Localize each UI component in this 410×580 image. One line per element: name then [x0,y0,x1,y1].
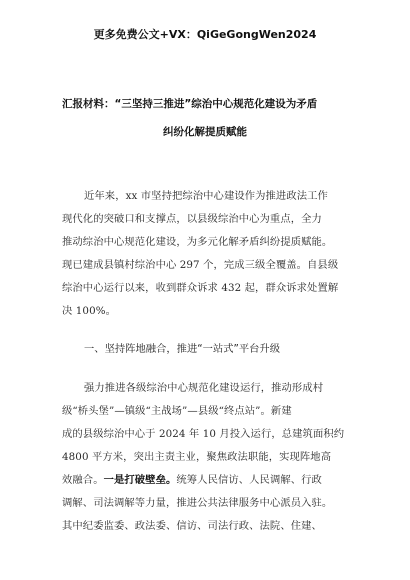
paragraph-2-line-1: 强力推进各级综治中心规范化建设运行，推动形成村 [84,382,324,394]
promo-banner: 更多免费公文+VX：QiGeGongWen2024 [93,28,317,41]
paragraph-1-line-4: 现已建成县镇村综治中心 297 个，完成三级全覆盖。自县级 [62,259,339,271]
paragraph-2-line-5-rest: 统筹人民信访、人民调解、行政 [176,474,322,486]
paragraph-2-line-4: 4800 平方米，突出主责主业，聚焦政法职能，实现阵地高 [62,451,332,463]
paragraph-1-line-6: 决 100%。 [62,305,117,317]
section-1-heading: 一、坚持阵地融合，推进“一站式”平台升级 [84,343,281,355]
paragraph-2-line-5 [62,473,352,487]
paragraph-2-line-2: 级“桥头堡”—镇级“主战场”—县级“终点站”。新建 [62,405,292,417]
bold-phrase: 一是打破壁垒。 [103,474,177,486]
paragraph-1-line-3: 推动综治中心规范化建设，为多元化解矛盾纠纷提质赋能。 [62,236,333,248]
paragraph-2-line-7: 其中纪委监委、政法委、信访、司法行政、法院、住建、 [62,520,322,532]
paragraph-2-line-5-start: 效融合。 [62,474,104,486]
paragraph-1-line-2: 现代化的突破口和支撑点，以县级综治中心为重点，全力 [62,213,322,225]
document-title-line-1: 汇报材料：“三坚持三推进”综治中心规范化建设为矛盾 [62,98,318,110]
paragraph-2-line-3: 成的县级综治中心于 2024 年 10 月投入运行，总建筑面积约 [62,428,345,440]
document-title-line-2: 纠纷化解提质赋能 [163,126,247,138]
paragraph-1-line-1: 近年来，xx 市坚持把综治中心建设作为推进政法工作 [84,190,328,202]
paragraph-1-line-5: 综治中心运行以来，收到群众诉求 432 起，群众诉求处置解 [62,282,339,294]
paragraph-2-line-6: 调解、司法调解等力量，推进公共法律服务中心派员入驻。 [62,497,333,509]
